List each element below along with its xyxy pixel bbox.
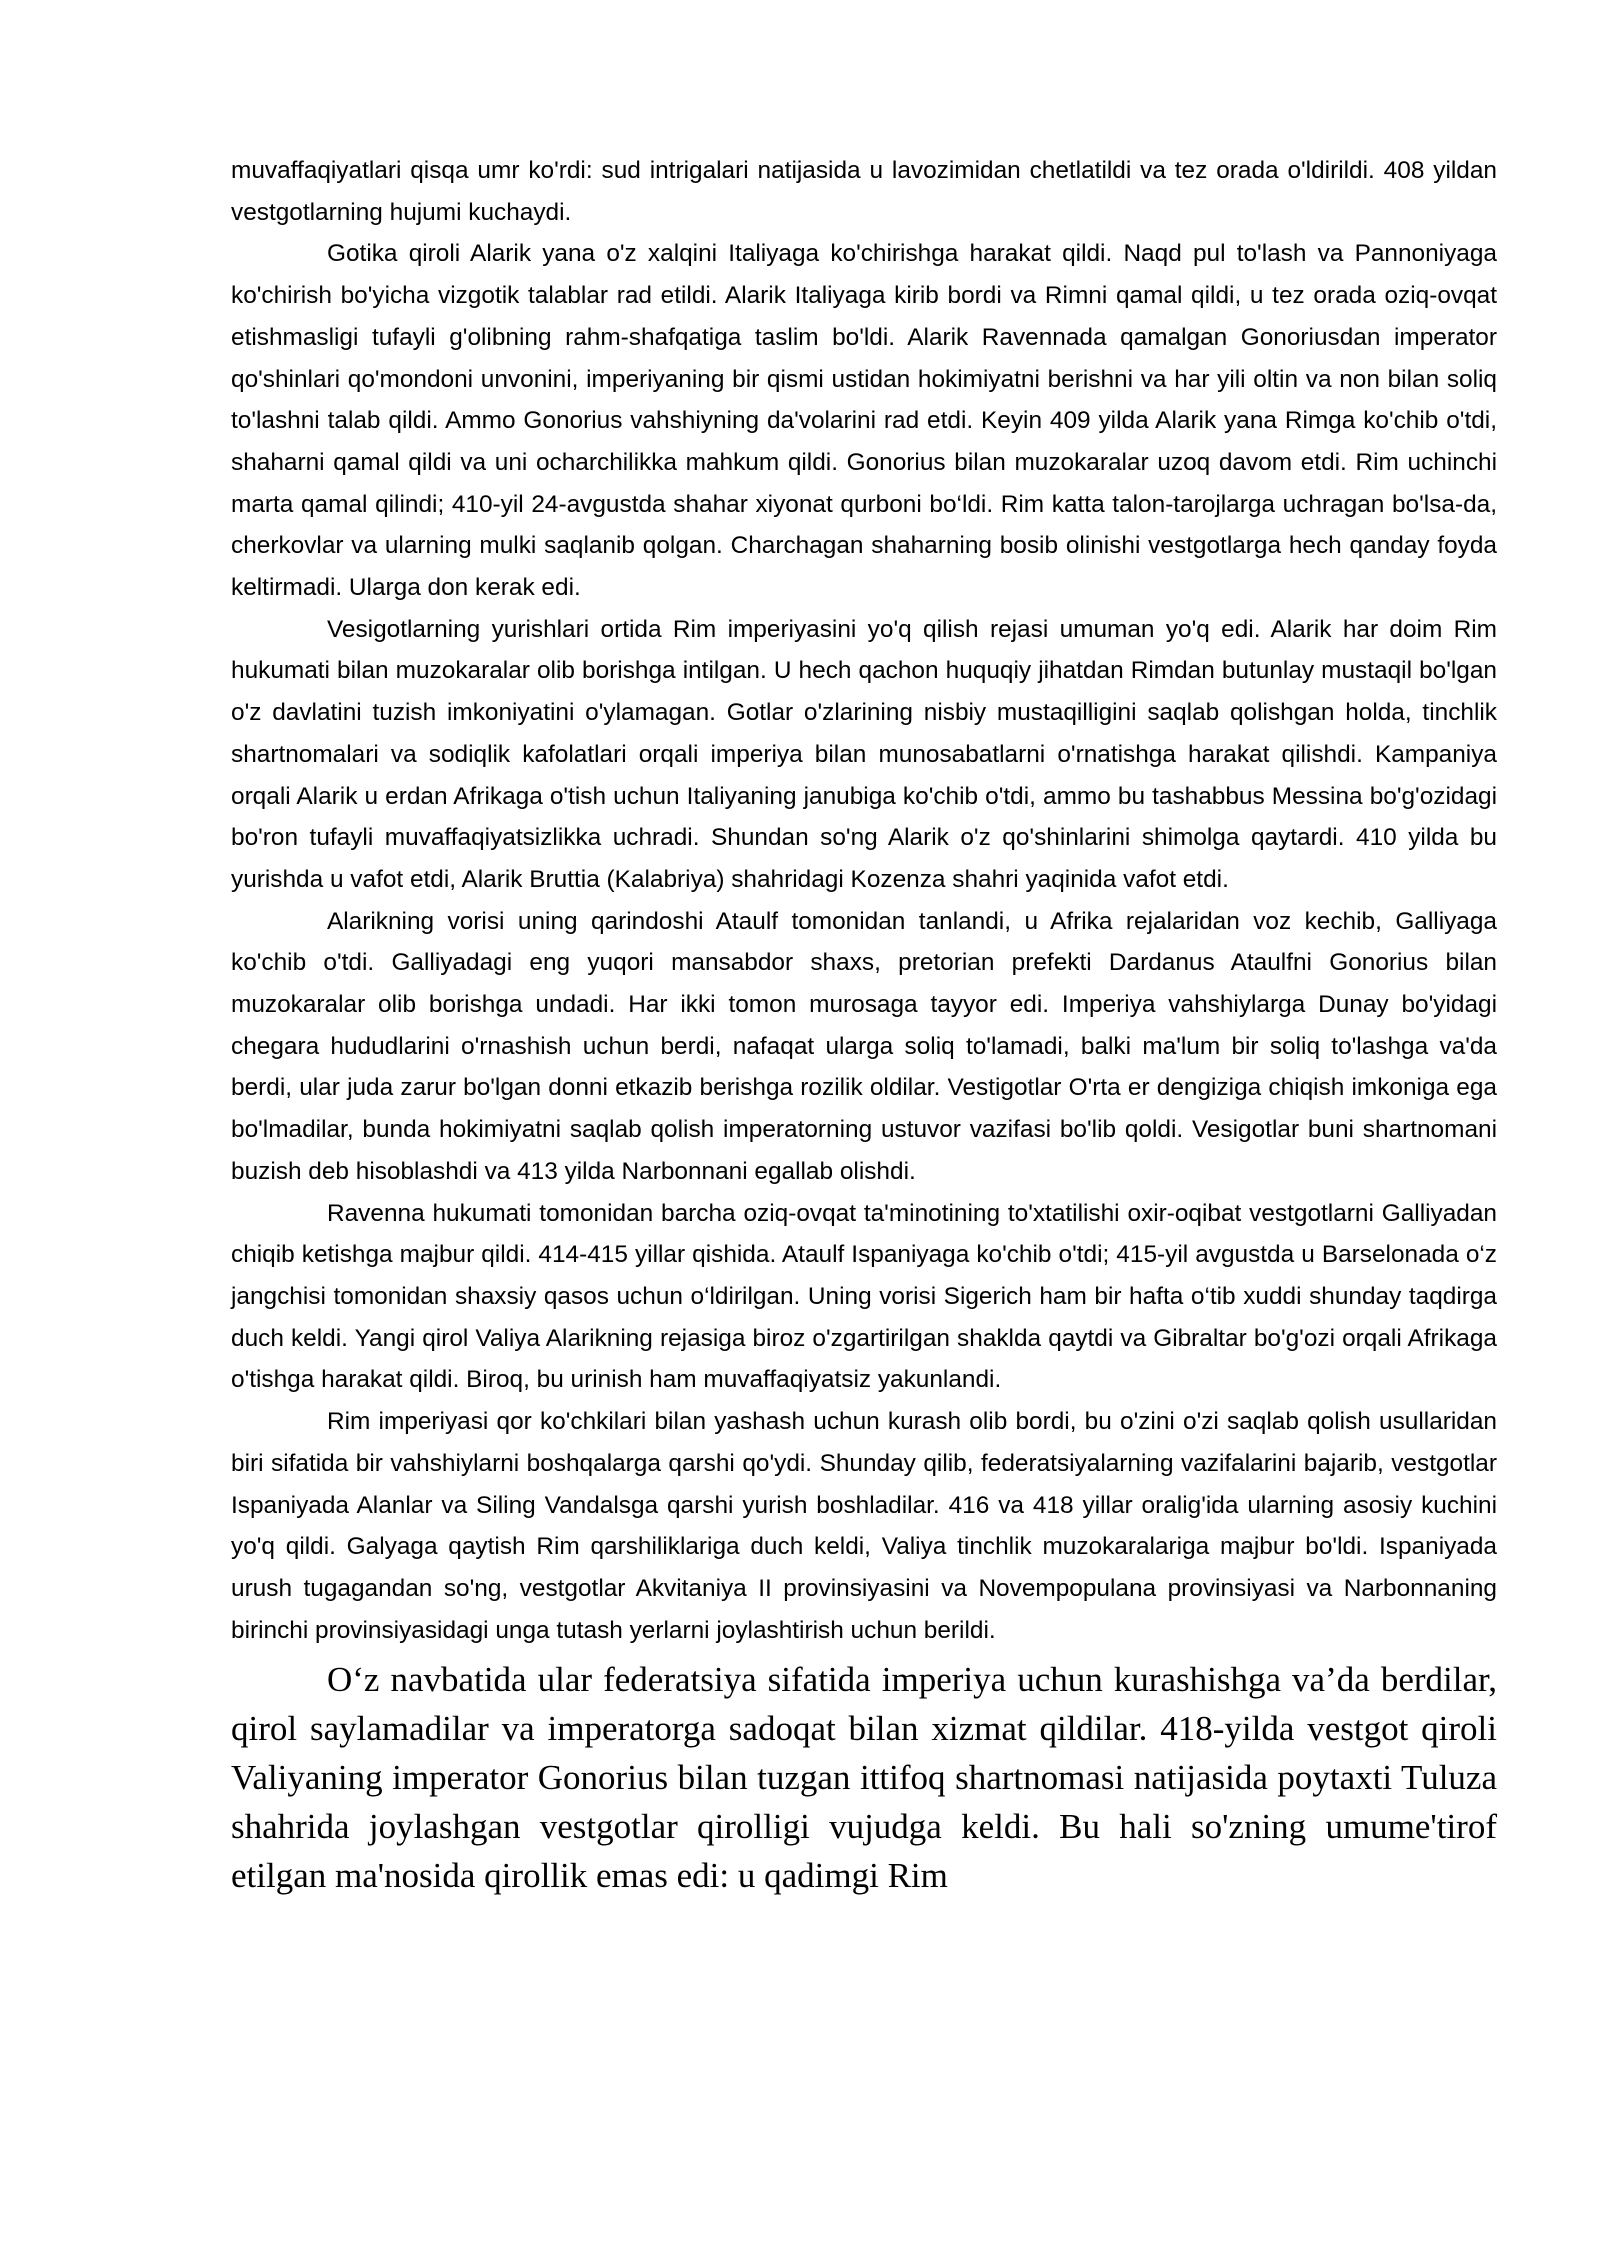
- document-page: [231, 150, 1497, 1900]
- paragraph-continuation: muvaffaqiyatlari qisqa umr ko'rdi: sud intrigalari natijasida u lavozimidan chetlatildi va tez orada o'ldirildi. 408 yildan vestgotlarning hujumi kuchaydi.: [231, 157, 1497, 226]
- paragraph-visigoth-campaigns: Vesigotlarning yurishlari ortida Rim imperiyasini yo'q qilish rejasi umuman yo'q edi. Alarik har doim Rim hukumati bilan muzokaralar olib borishga intilgan. U hech qachon huquqiy jihatdan Rimdan butunlay mustaqil bo'lgan o'z davlatini tuzish imkoniyatini o'ylamagan. Gotlar o'zlarining nisbiy mustaqilligini saqlab qolishgan holda, tinchlik shartnomalari va sodiqlik kafolatlari orqali imperiya bilan munosabatlarni o'rnatishga harakat qilishdi. Kampaniya orqali Alarik u erdan Afrikaga o'tish uchun Italiyaning janubiga ko'chib o'tdi, ammo bu tashabbus Messina bo'g'ozidagi bo'ron tufayli muvaffaqiyatsizlikka uchradi. Shundan so'ng Alarik o'z qo'shinlarini shimolga qaytardi. 410 yilda bu yurishda u vafot etdi, Alarik Bruttia (Kalabriya) shahridagi Kozenza shahri yaqinida vafot etdi.: [231, 615, 1497, 893]
- paragraph-ataulf-successor: Alarikning vorisi uning qarindoshi Ataulf tomonidan tanlandi, u Afrika rejalaridan voz kechib, Galliyaga ko'chib o'tdi. Galliyadagi eng yuqori mansabdor shaxs, pretorian prefekti Dardanus Ataulfni Gonorius bilan muzokaralar olib borishga undadi. Har ikki tomon murosaga tayyor edi. Imperiya vahshiylarga Dunay bo'yidagi chegara hududlarini o'rnashish uchun berdi, nafaqat ularga soliq to'lamadi, balki ma'lum bir soliq to'lashga va'da berdi, ular juda zarur bo'lgan donni etkazib berishga rozilik oldilar. Vestigotlar O'rta er dengiziga chiqish imkoniga ega bo'lmadilar, bunda hokimiyatni saqlab qolish imperatorning ustuvor vazifasi bo'lib qoldi. Vesigotlar buni shartnomani buzish deb hisoblashdi va 413 yilda Narbonnani egallab olishdi.: [231, 907, 1497, 1185]
- paragraph-ravenna-government: Ravenna hukumati tomonidan barcha oziq-ovqat ta'minotining to'xtatilishi oxir-oqibat vestgotlarni Galliyadan chiqib ketishga majbur qildi. 414-415 yillar qishida. Ataulf Ispaniyaga ko'chib o'tdi; 415-yil avgustda u Barselonada o‘z jangchisi tomonidan shaxsiy qasos uchun o‘ldirilgan. Uning vorisi Sigerich ham bir hafta o‘tib xuddi shunday taqdirga duch keldi. Yangi qirol Valiya Alarikning rejasiga biroz o'zgartirilgan shaklda qaytdi va Gibraltar bo'g'ozi orqali Afrikaga o'tishga harakat qildi. Biroq, bu urinish ham muvaffaqiyatsiz yakunlandi.: [231, 1199, 1497, 1394]
- paragraph-alaric-italy: Gotika qiroli Alarik yana o'z xalqini Italiyaga ko'chirishga harakat qildi. Naqd pul to'lash va Pannoniyaga ko'chirish bo'yicha vizgotik talablar rad etildi. Alarik Italiyaga kirib bordi va Rimni qamal qildi, u tez orada oziq-ovqat etishmasligi tufayli g'olibning rahm-shafqatiga taslim bo'ldi. Alarik Ravennada qamalgan Gonoriusdan imperator qo'shinlari qo'mondoni unvonini, imperiyaning bir qismi ustidan hokimiyatni berishni va har yili oltin va non bilan soliq to'lashni talab qildi. Ammo Gonorius vahshiyning da'volarini rad etdi. Keyin 409 yilda Alarik yana Rimga ko'chib o'tdi, shaharni qamal qildi va uni ocharchilikka mahkum qildi. Gonorius bilan muzokaralar uzoq davom etdi. Rim uchinchi marta qamal qilindi; 410-yil 24-avgustda shahar xiyonat qurboni bo‘ldi. Rim katta talon-tarojlarga uchragan bo'lsa-da, cherkovlar va ularning mulki saqlanib qolgan. Charchagan shaharning bosib olinishi vestgotlarga hech qanday foyda keltirmadi. Ularga don kerak edi.: [231, 240, 1497, 602]
- paragraph-roman-empire-struggle: Rim imperiyasi qor ko'chkilari bilan yashash uchun kurash olib bordi, bu o'zini o'zi saqlab qolish usullaridan biri sifatida bir vahshiylarni boshqalarga qarshi qo'ydi. Shunday qilib, federatsiyalarning vazifalarini bajarib, vestgotlar Ispaniyada Alanlar va Siling Vandalsga qarshi yurish boshladilar. 416 va 418 yillar oralig'ida ularning asosiy kuchini yo'q qildi. Galyaga qaytish Rim qarshiliklariga duch keldi, Valiya tinchlik muzokaralariga majbur bo'ldi. Ispaniyada urush tugagandan so'ng, vestgotlar Akvitaniya II provinsiyasini va Novempopulana provinsiyasi va Narbonnaning birinchi provinsiyasidagi unga tutash yerlarni joylashtirish uchun berildi.: [231, 1408, 1497, 1644]
- paragraph-federation-kingdom: O‘z navbatida ular federatsiya sifatida imperiya uchun kurashishga va’da berdilar, qirol saylamadilar va imperatorga sadoqat bilan xizmat qildilar. 418-yilda vestgot qiroli Valiyaning imperator Gonorius bilan tuzgan ittifoq shartnomasi natijasida poytaxti Tuluza shahrida joylashgan vestgotlar qirolligi vujudga keldi. Bu hali so'zning umume'tirof etilgan ma'nosida qirollik emas edi: u qadimgi Rim: [231, 1660, 1497, 1896]
